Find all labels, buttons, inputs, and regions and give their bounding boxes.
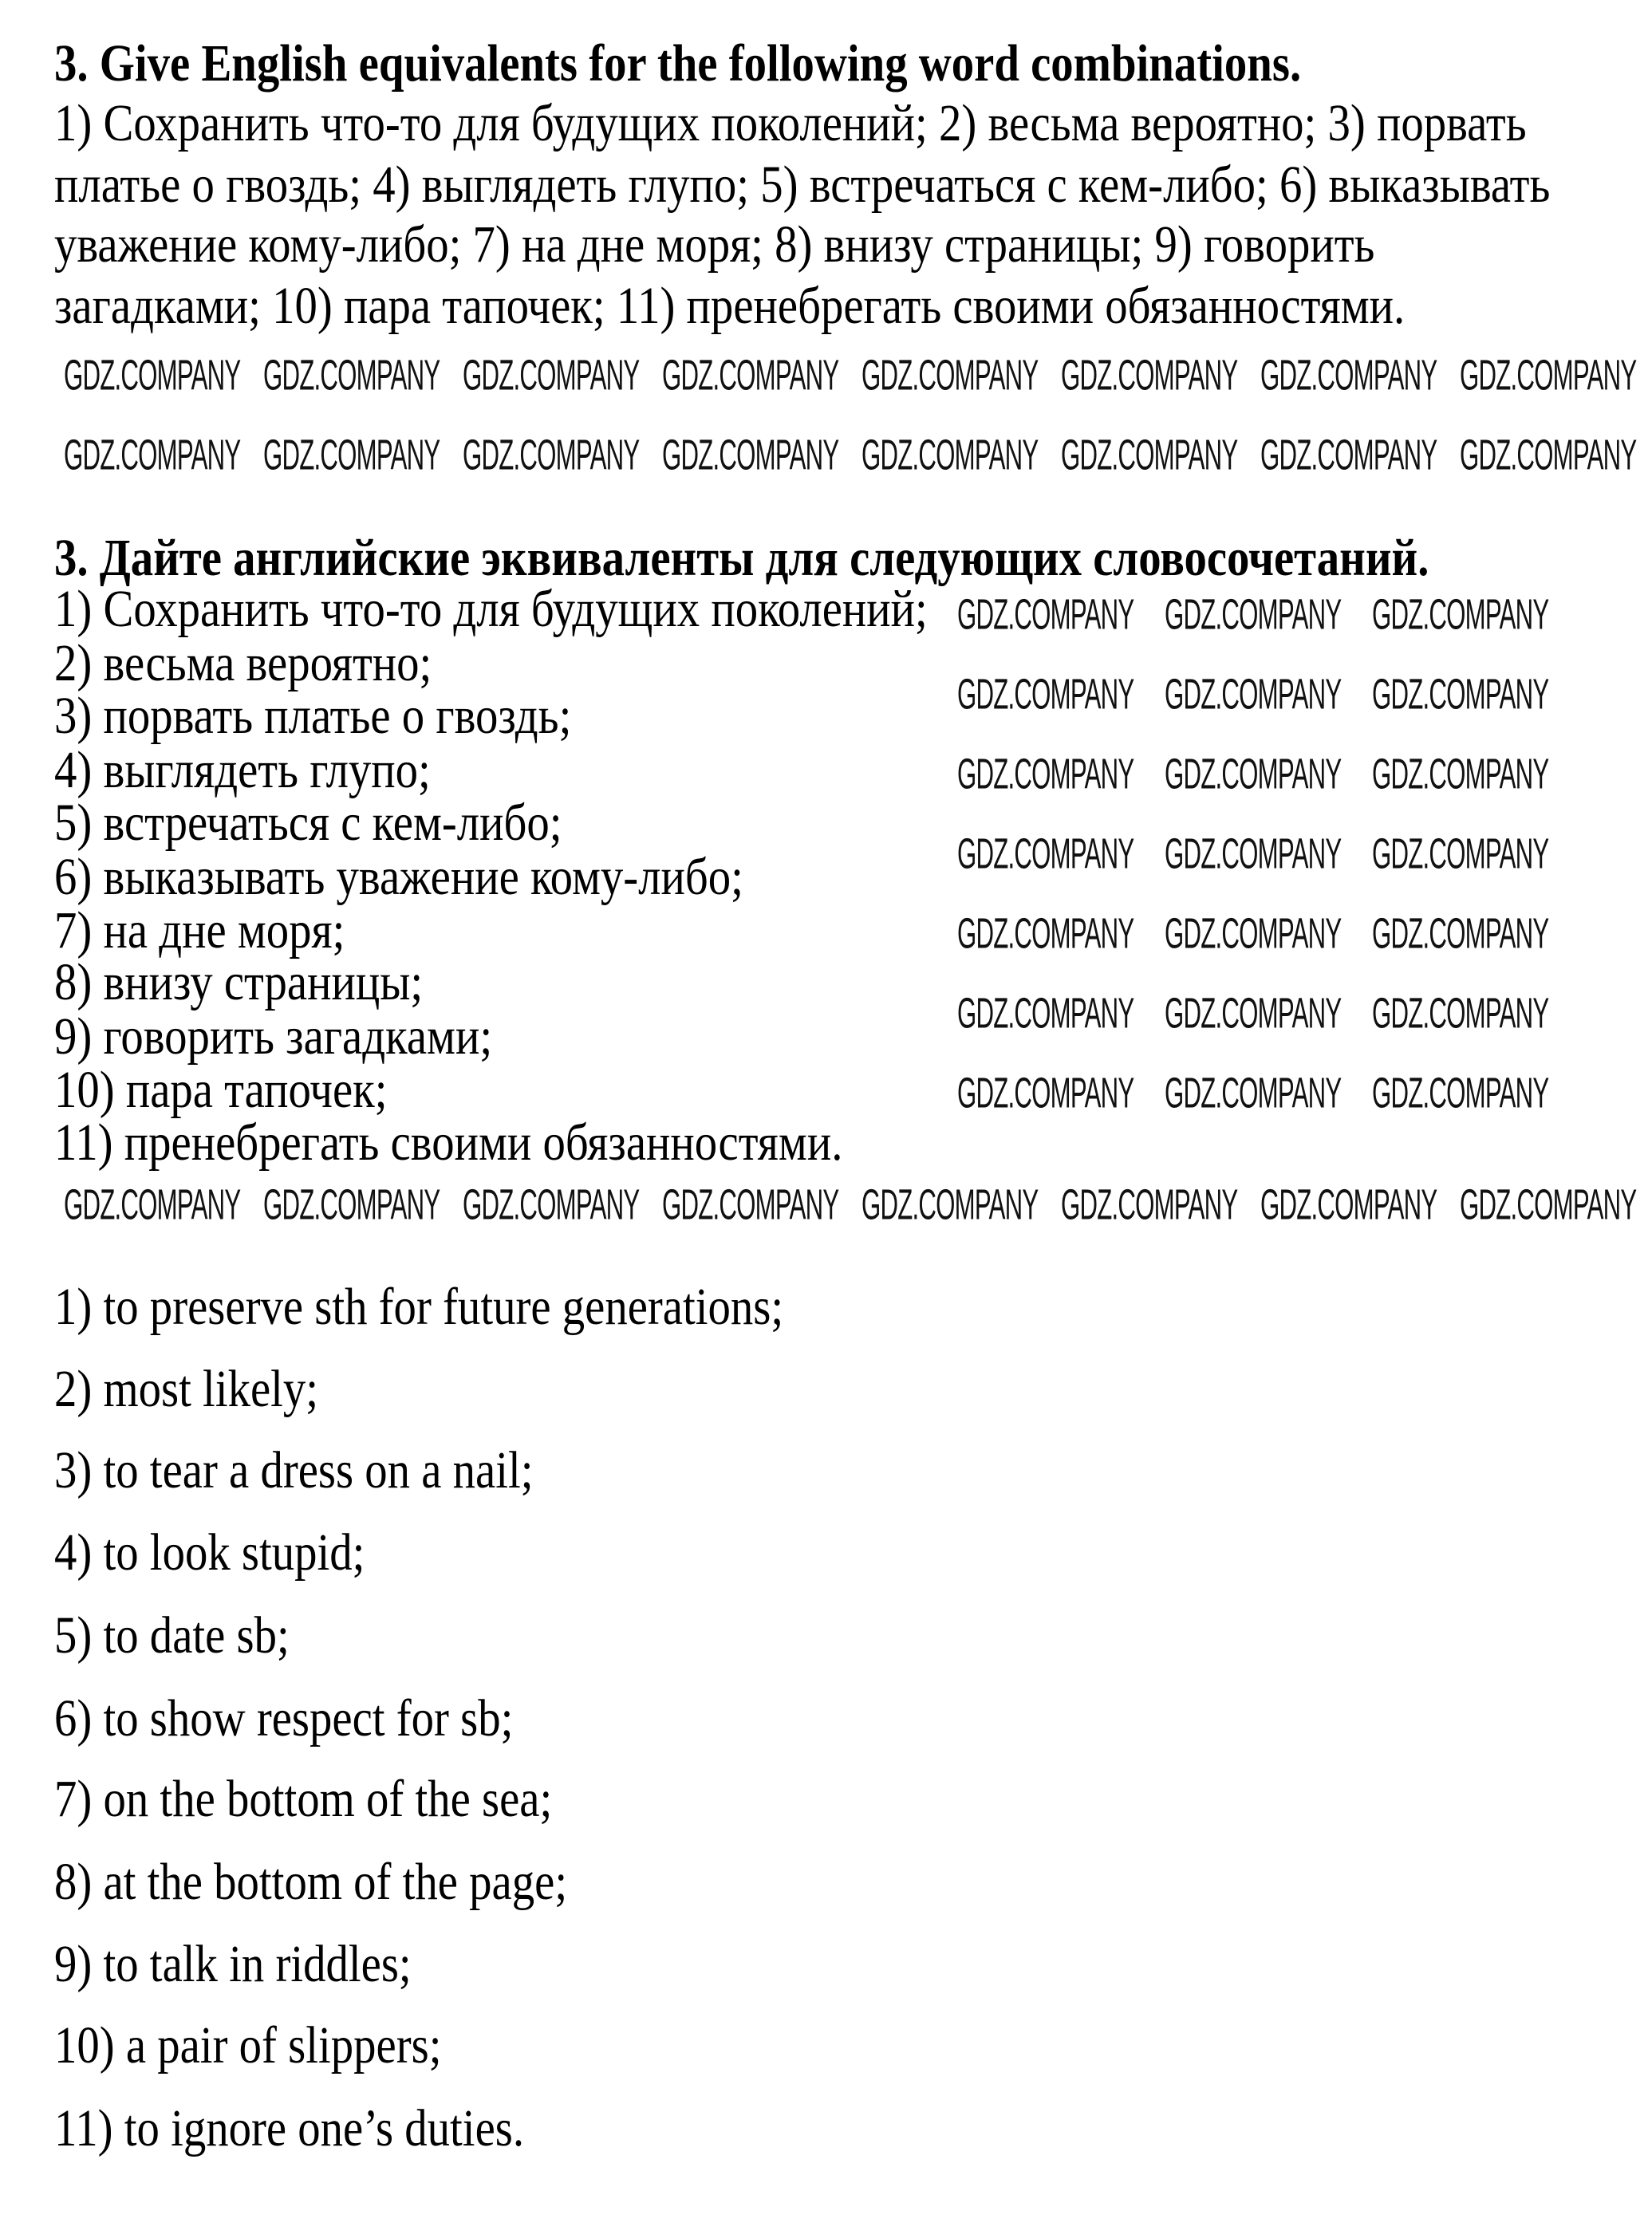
watermark: GDZ.COMPANY (1061, 431, 1238, 479)
watermark: GDZ.COMPANY (1061, 1181, 1238, 1229)
watermark: GDZ.COMPANY (64, 352, 241, 400)
watermark: GDZ.COMPANY (957, 591, 1134, 639)
watermark: GDZ.COMPANY (1372, 910, 1549, 958)
russian-item: 7) на дне моря; (54, 901, 345, 959)
watermark: GDZ.COMPANY (1372, 830, 1549, 878)
answer-item: 9) to talk in riddles; (54, 1935, 412, 1993)
watermark: GDZ.COMPANY (662, 431, 839, 479)
section1-line: загадками; 10) пара тапочек; 11) пренебрегать своими обязанностями. (54, 277, 1406, 335)
watermark: GDZ.COMPANY (957, 751, 1134, 798)
russian-item: 9) говорить загадками; (54, 1007, 493, 1066)
answer-item: 6) to show respect for sb; (54, 1689, 514, 1747)
watermark: GDZ.COMPANY (64, 431, 241, 479)
watermark: GDZ.COMPANY (1165, 751, 1342, 798)
section1-line: платье о гвоздь; 4) выглядеть глупо; 5) встречаться с кем-либо; 6) выказывать (54, 156, 1551, 214)
watermark: GDZ.COMPANY (1165, 671, 1342, 719)
watermark: GDZ.COMPANY (64, 1181, 241, 1229)
russian-item: 3) порвать платье о гвоздь; (54, 687, 572, 745)
answer-item: 5) to date sb; (54, 1606, 290, 1665)
watermark: GDZ.COMPANY (1165, 910, 1342, 958)
russian-item: 6) выказывать уважение кому-либо; (54, 848, 743, 906)
watermark: GDZ.COMPANY (957, 910, 1134, 958)
watermark: GDZ.COMPANY (1165, 591, 1342, 639)
watermark: GDZ.COMPANY (1260, 1181, 1437, 1229)
answer-item: 2) most likely; (54, 1360, 319, 1418)
answer-item: 3) to tear a dress on a nail; (54, 1441, 534, 1499)
watermark: GDZ.COMPANY (861, 1181, 1039, 1229)
answer-item: 7) on the bottom of the sea; (54, 1770, 553, 1828)
answer-item: 10) a pair of slippers; (54, 2016, 442, 2074)
section2-title: 3. Дайте английские эквиваленты для следующих словосочетаний. (54, 529, 1429, 587)
watermark: GDZ.COMPANY (957, 1070, 1134, 1117)
russian-item: 1) Сохранить что-то для будущих поколений; (54, 580, 928, 638)
watermark: GDZ.COMPANY (662, 1181, 839, 1229)
watermark: GDZ.COMPANY (1061, 352, 1238, 400)
answer-item: 8) at the bottom of the page; (54, 1853, 568, 1911)
section1-title: 3. Give English equivalents for the following word combinations. (54, 34, 1302, 93)
watermark: GDZ.COMPANY (1260, 431, 1437, 479)
russian-item: 8) внизу страницы; (54, 953, 424, 1011)
answer-item: 1) to preserve sth for future generations; (54, 1278, 784, 1336)
russian-item: 2) весьма вероятно; (54, 634, 432, 692)
section1-line: уважение кому-либо; 7) на дне моря; 8) внизу страницы; 9) говорить (54, 215, 1375, 274)
russian-item: 11) пренебрегать своими обязанностями. (54, 1113, 843, 1172)
watermark: GDZ.COMPANY (1372, 751, 1549, 798)
watermark: GDZ.COMPANY (463, 352, 640, 400)
watermark: GDZ.COMPANY (957, 671, 1134, 719)
watermark: GDZ.COMPANY (662, 352, 839, 400)
watermark: GDZ.COMPANY (263, 431, 440, 479)
russian-item: 10) пара тапочек; (54, 1061, 388, 1119)
watermark: GDZ.COMPANY (1165, 990, 1342, 1038)
russian-item: 4) выглядеть глупо; (54, 741, 431, 799)
watermark: GDZ.COMPANY (463, 431, 640, 479)
watermark: GDZ.COMPANY (1372, 671, 1549, 719)
watermark: GDZ.COMPANY (263, 1181, 440, 1229)
russian-item: 5) встречаться с кем-либо; (54, 794, 562, 852)
watermark: GDZ.COMPANY (957, 990, 1134, 1038)
watermark: GDZ.COMPANY (1460, 431, 1637, 479)
answer-item: 4) to look stupid; (54, 1523, 365, 1582)
watermark: GDZ.COMPANY (861, 431, 1039, 479)
watermark: GDZ.COMPANY (1372, 591, 1549, 639)
watermark: GDZ.COMPANY (1372, 990, 1549, 1038)
watermark: GDZ.COMPANY (861, 352, 1039, 400)
watermark: GDZ.COMPANY (463, 1181, 640, 1229)
section1-line: 1) Сохранить что-то для будущих поколений; 2) весьма вероятно; 3) порвать (54, 94, 1527, 152)
watermark: GDZ.COMPANY (1460, 1181, 1637, 1229)
watermark: GDZ.COMPANY (1460, 352, 1637, 400)
watermark: GDZ.COMPANY (1165, 1070, 1342, 1117)
watermark: GDZ.COMPANY (957, 830, 1134, 878)
watermark: GDZ.COMPANY (1260, 352, 1437, 400)
answer-item: 11) to ignore one’s duties. (54, 2099, 525, 2157)
watermark: GDZ.COMPANY (263, 352, 440, 400)
watermark: GDZ.COMPANY (1165, 830, 1342, 878)
watermark: GDZ.COMPANY (1372, 1070, 1549, 1117)
